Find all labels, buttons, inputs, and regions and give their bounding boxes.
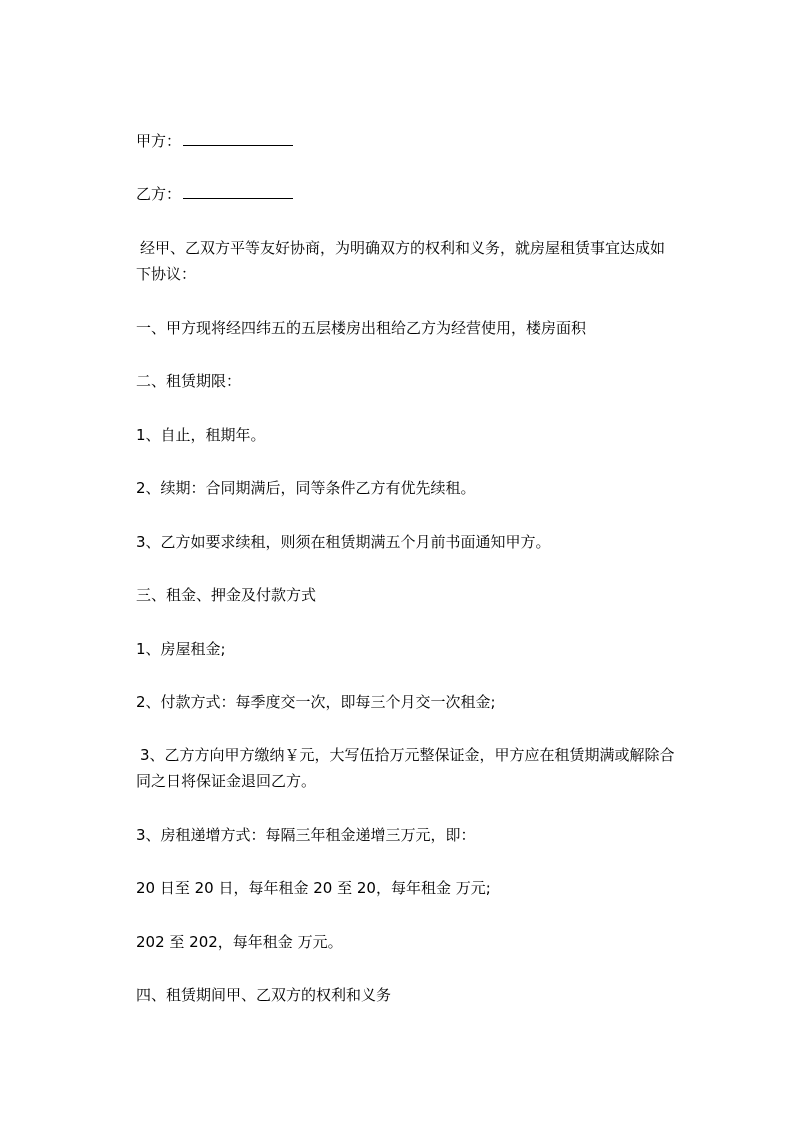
clause-3-item-3-line-1: 3、乙方方向甲方缴纳￥元，大写伍拾万元整保证金，甲方应在租赁期满或解除合 <box>140 746 675 764</box>
clause-3-item-2: 2、付款方式：每季度交一次，即每三个月交一次租金; <box>136 693 496 711</box>
party-a-blank <box>183 131 293 146</box>
clause-3-title: 三、租金、押金及付款方式 <box>136 586 317 604</box>
party-a-label: 甲方： <box>136 132 182 150</box>
clause-3-item-4-period-a: 20 日至 20 日，每年租金 20 至 20，每年租金 万元; <box>136 879 491 897</box>
party-a-line <box>136 131 293 151</box>
party-b-line <box>136 184 293 204</box>
intro-paragraph-line-1: 经甲、乙双方平等友好协商，为明确双方的权利和义务，就房屋租赁事宜达成如 <box>140 239 666 257</box>
clause-2-title: 二、租赁期限： <box>136 372 242 390</box>
intro-paragraph-line-2: 下协议： <box>136 265 197 283</box>
clause-3-item-3-line-2: 同之日将保证金退回乙方。 <box>136 772 317 790</box>
clause-1: 一、甲方现将经四纬五的五层楼房出租给乙方为经营使用，楼房面积 <box>136 319 587 337</box>
clause-3-item-4-period-b: 202 至 202，每年租金 万元。 <box>136 933 343 951</box>
party-b-label: 乙方： <box>136 185 182 203</box>
clause-3-item-1: 1、房屋租金; <box>136 640 226 658</box>
party-b-blank <box>183 184 293 199</box>
clause-2-item-2: 2、续期：合同期满后，同等条件乙方有优先续租。 <box>136 479 476 497</box>
clause-2-item-3: 3、乙方如要求续租，则须在租赁期满五个月前书面通知甲方。 <box>136 533 551 551</box>
clause-4-title: 四、租赁期间甲、乙双方的权利和义务 <box>136 986 392 1004</box>
clause-2-item-1: 1、自止，租期年。 <box>136 426 266 444</box>
clause-3-item-4: 3、房租递增方式：每隔三年租金递增三万元，即： <box>136 826 476 844</box>
